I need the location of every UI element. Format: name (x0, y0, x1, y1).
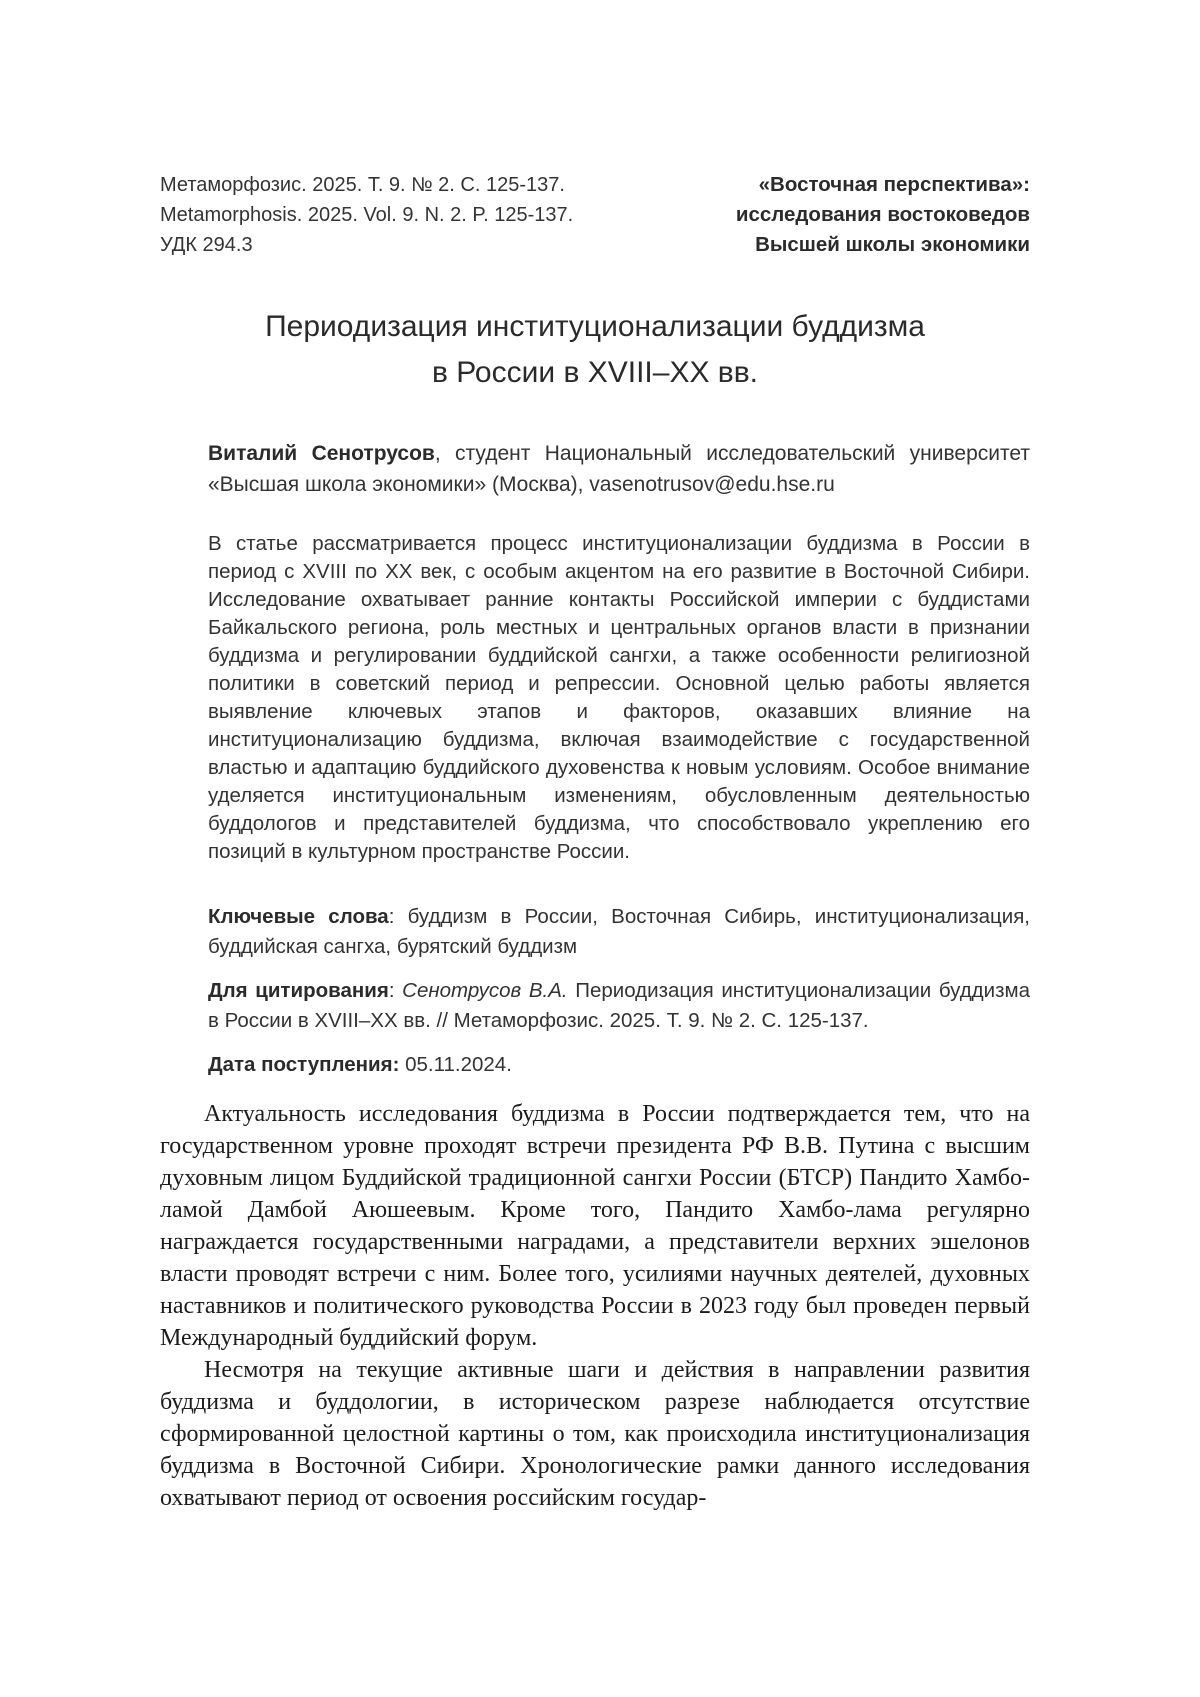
keywords-label: Ключевые слова (208, 905, 389, 928)
article-title-line-1: Периодизация институционализации буддизма (265, 310, 925, 343)
body-paragraph-2: Несмотря на текущие активные шаги и действия в направлении развития буддизма и буддологии, в историческом разрезе наблюдается отсутствие сформированной целостной картины о том, как происходила институционализация буддизма в Восточной Сибири. Хронологические рамки данного исследования охватывают период от освоения российским государ- (160, 1357, 1030, 1511)
keywords (208, 902, 1030, 962)
citation-author: Сенотрусов В.А. (402, 979, 568, 1002)
series-line-1: «Восточная перспектива»: (758, 173, 1030, 196)
citation-text: Периодизация институционализации буддизма в России в XVIII–XX вв. // Метаморфозис. 2025. Т. 9. № 2. С. 125-137. (208, 979, 1030, 1032)
citation-label: Для цитирования (208, 979, 389, 1002)
series-line-2: исследования востоковедов (735, 203, 1030, 226)
series-label (736, 170, 1030, 260)
received-date (208, 1050, 1030, 1080)
citation-separator: : (388, 979, 403, 1002)
journal-meta-line-ru: Метаморфозис. 2025. Т. 9. № 2. С. 125-137. (160, 174, 565, 196)
series-line-3: Высшей школы экономики (755, 233, 1030, 256)
author-block (208, 438, 1030, 500)
received-label: Дата поступления: (208, 1053, 400, 1076)
page-content (160, 0, 1030, 1514)
article-title-line-2: в России в XVIII–XX вв. (431, 356, 759, 389)
author-affiliation: , студент Национальный исследовательский университет «Высшая школа экономики» (Москва), vasenotrusov@edu.hse.ru (208, 442, 1030, 496)
header-meta-row (160, 170, 1030, 260)
author-name: Виталий Сенотрусов (208, 442, 435, 465)
received-value: 05.11.2024. (399, 1053, 512, 1076)
journal-meta-udk: УДК 294.3 (160, 234, 253, 256)
journal-meta-line-en: Metamorphosis. 2025. Vol. 9. N. 2. P. 125-137. (160, 204, 574, 226)
citation (208, 976, 1030, 1036)
abstract: В статье рассматривается процесс институционализации буддизма в России в период с XVIII по XX век, с особым акцентом на его развитие в Восточной Сибири. Исследование охватывает ранние контакты Российской империи с буддистами Байкальского региона, роль местных и центральных органов власти в признании буддизма и регулировании буддийской сангхи, а также особенности религиозной политики в советский период и репрессии. Основной целью работы является выявление ключевых этапов и факторов, оказавших влияние на институционализацию буддизма, включая взаимодействие с государственной властью и адаптацию буддийского духовенства к новым условиям. Особое внимание уделяется институциональным изменениям, обусловленным деятельностью буддологов и представителей буддизма, что способствовало укреплению его позиций в культурном пространстве России. (208, 532, 1030, 863)
article-body (160, 1098, 1030, 1514)
body-paragraph-1: Актуальность исследования буддизма в России подтверждается тем, что на государственном уровне проходят встречи президента РФ В.В. Путина с высшим духовным лицом Буддийской традиционной сангхи России (БТСР) Пандито Хамбо-ламой Дамбой Аюшеевым. Кроме того, Пандито Хамбо-лама регулярно награждается государственными наградами, а представители верхних эшелонов власти проводят встречи с ним. Более того, усилиями научных деятелей, духовных наставников и политического руководства России в 2023 году был проведен первый Международный буддийский форум. (160, 1101, 1030, 1351)
journal-meta (160, 170, 573, 260)
keywords-text: : буддизм в России, Восточная Сибирь, институционализация, буддийская сангха, бурятский буддизм (208, 905, 1030, 958)
article-title (160, 304, 1030, 396)
